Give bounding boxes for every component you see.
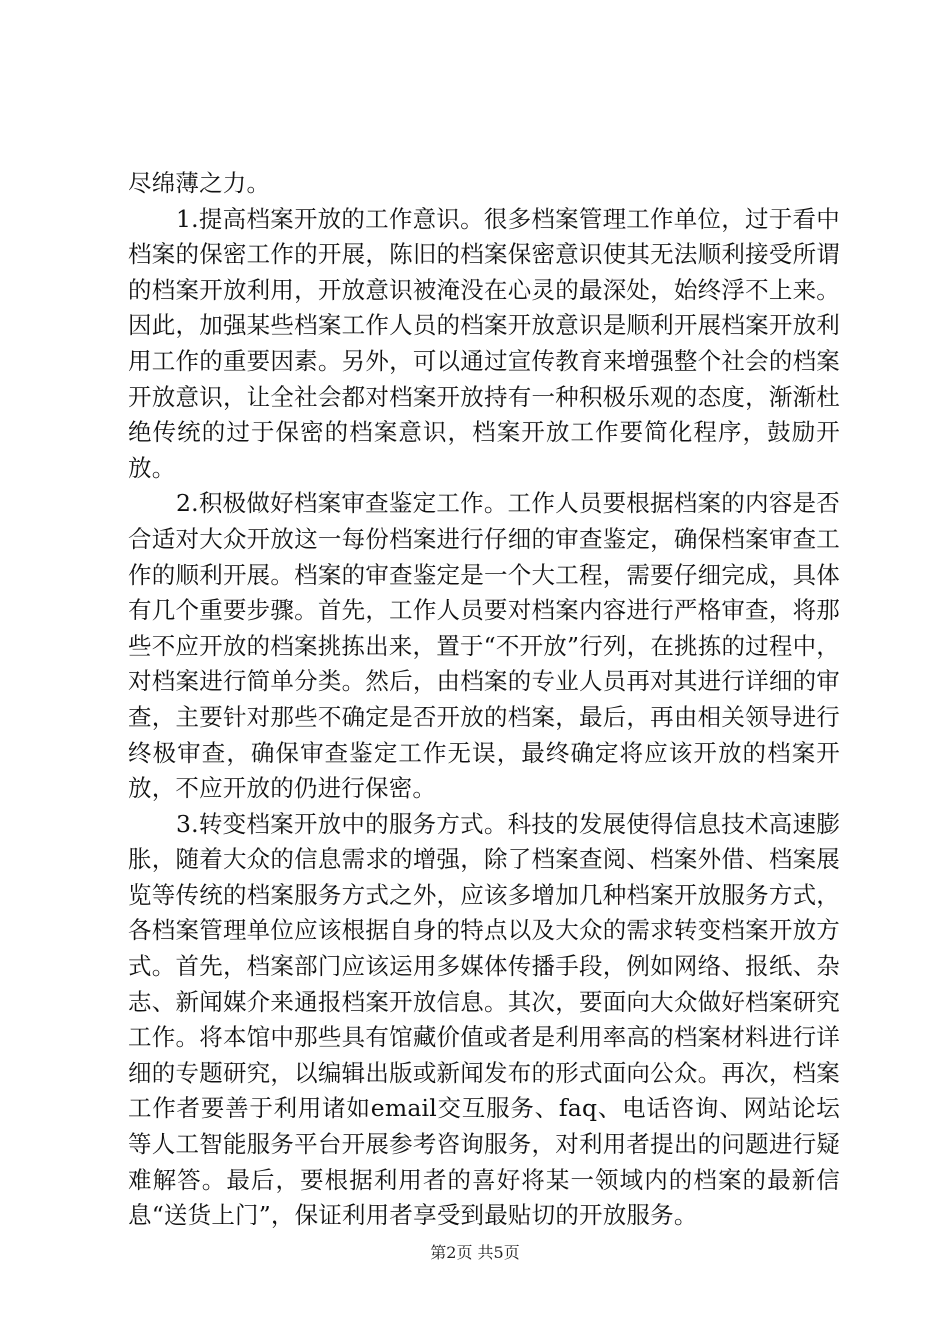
paragraph-item-2: 2.积极做好档案审查鉴定工作。工作人员要根据档案的内容是否合适对大众开放这一每份档案进行仔细的审查鉴定，确保档案审查工作的顺利开展。档案的审查鉴定是一个大工程，需要仔细完成，具体有几个重要步骤。首先，工作人员要对档案内容进行严格审查，将那些不应开放的档案挑拣出来，置于“不开放”行列，在挑拣的过程中，对档案进行简单分类。然后，由档案的专业人员再对其进行详细的审查，主要针对那些不确定是否开放的档案，最后，再由相关领导进行终极审查，确保审查鉴定工作无误，最终确定将应该开放的档案开放，不应开放的仍进行保密。 bbox=[128, 489, 840, 803]
paragraph-item-3: 3.转变档案开放中的服务方式。科技的发展使得信息技术高速膨胀，随着大众的信息需求的增强，除了档案查阅、档案外借、档案展览等传统的档案服务方式之外，应该多增加几种档案开放服务方式，各档案管理单位应该根据自身的特点以及大众的需求转变档案开放方式。首先，档案部门应该运用多媒体传播手段，例如网络、报纸、杂志、新闻媒介来通报档案开放信息。其次，要面向大众做好档案研究工作。将本馆中那些具有馆藏价值或者是利用率高的档案材料进行详细的专题研究，以编辑出版或新闻发布的形式面向公众。再次，档案工作者要善于利用诸如email交互服务、faq、电话咨询、网站论坛等人工智能服务平台开展参考咨询服务，对利用者提出的问题进行疑难解答。最后，要根据利用者的喜好将某一领域内的档案的最新信息“送货上门”，保证利用者享受到最贴切的开放服务。 bbox=[128, 809, 840, 1230]
paragraph-continuation: 尽绵薄之力。 bbox=[128, 169, 271, 197]
paragraph-item-1: 1.提高档案开放的工作意识。很多档案管理工作单位，过于看中档案的保密工作的开展，陈旧的档案保密意识使其无法顺利接受所谓的档案开放利用，开放意识被淹没在心灵的最深处，始终浮不上来。因此，加强某些档案工作人员的档案开放意识是顺利开展档案开放利用工作的重要因素。另外，可以通过宣传教育来增强整个社会的档案开放意识，让全社会都对档案开放持有一种积极乐观的态度，渐渐杜绝传统的过于保密的档案意识，档案开放工作要简化程序，鼓励开放。 bbox=[128, 204, 840, 482]
page-footer: 第2页 共5页 bbox=[430, 1243, 520, 1262]
document-body bbox=[128, 166, 840, 1234]
